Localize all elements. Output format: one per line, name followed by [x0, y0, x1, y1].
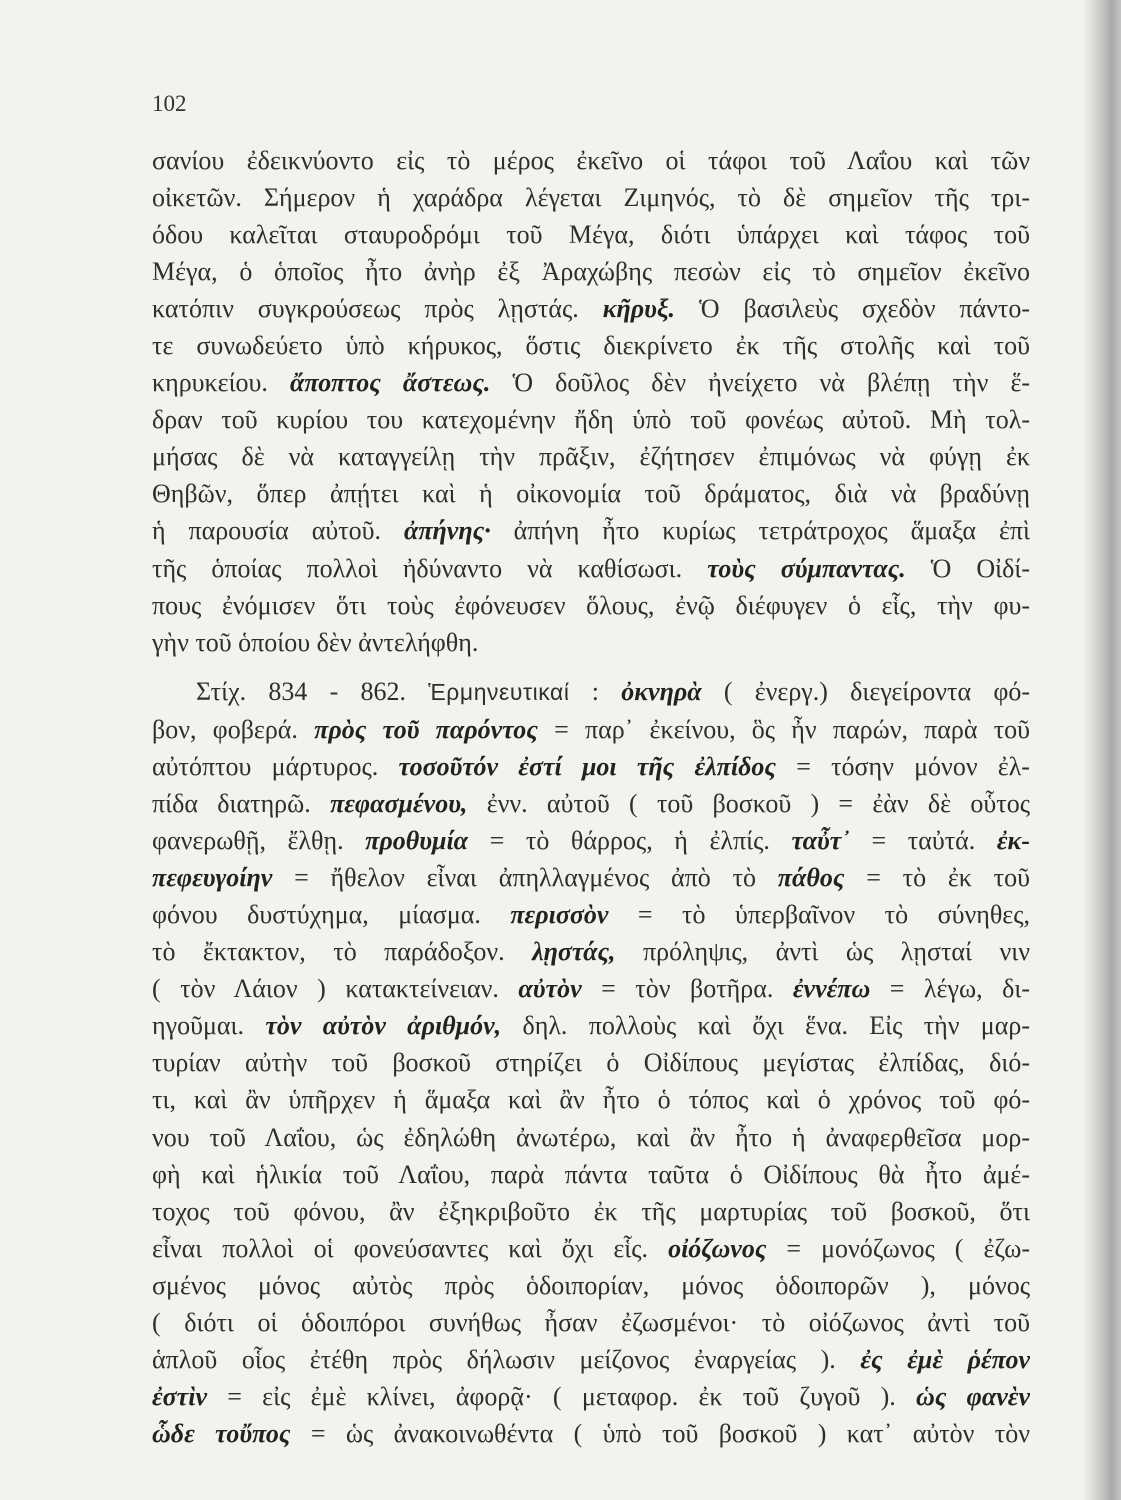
- body-text: δραν τοῦ κυρίου του κατεχομένην ἤδη ὑπὸ τοῦ φονέως αὐτοῦ. Μὴ τολ-: [152, 405, 1030, 435]
- text-line: [152, 1119, 1030, 1156]
- body-text: = ὡς ἀνακοινωθέντα ( ὑπὸ τοῦ βοσκοῦ ) κατ᾽ αὐτὸν τὸν: [290, 1419, 1030, 1449]
- lemma-term: τὸν αὐτὸν ἀριθμόν,: [265, 1011, 502, 1041]
- body-text: = μονόζωνος ( ἐζω-: [766, 1233, 1030, 1263]
- body-text: Στίχ. 834 - 862.: [196, 677, 429, 707]
- text-line: [152, 822, 1030, 859]
- body-text: :: [569, 677, 622, 707]
- text-line: [152, 401, 1030, 438]
- lemma-term: ἐς ἐμὲ ῥέπον: [860, 1345, 1030, 1375]
- text-line: [152, 933, 1030, 970]
- body-text: μήσας δὲ νὰ καταγγείλῃ τὴν πρᾶξιν, ἐζήτησεν ἐπιμόνως νὰ φύγῃ ἐκ: [152, 442, 1030, 472]
- body-text: = λέγω, δι-: [870, 974, 1030, 1004]
- body-text: κηρυκείου.: [152, 368, 291, 398]
- body-text: ( διότι οἱ ὁδοιπόροι συνήθως ἦσαν ἐζωσμένοι· τὸ οἰόζωνος ἀντὶ τοῦ: [152, 1308, 1030, 1337]
- body-text: πους ἐνόμισεν ὅτι τοὺς ἐφόνευσεν ὅλους, ἐνῷ διέφυγεν ὁ εἷς, τὴν φυ-: [152, 590, 1030, 620]
- page-edge-shadow: [1083, 0, 1121, 1500]
- text-line: [152, 1378, 1030, 1415]
- text-line: [152, 1193, 1030, 1230]
- lemma-term: ὧδε τοὔπος: [152, 1419, 291, 1449]
- text-line: [152, 475, 1030, 512]
- text-line: [152, 1230, 1030, 1267]
- lemma-term: προθυμία: [365, 825, 469, 855]
- body-text: φόνου δυστύχημα, μίασμα.: [152, 899, 511, 929]
- body-text: νου τοῦ Λαΐου, ὡς ἐδηλώθη ἀνωτέρω, καὶ ἂν ἦτο ἡ ἀναφερθεῖσα μορ-: [152, 1122, 1030, 1152]
- text-line: [152, 1415, 1030, 1452]
- text-line: [152, 1304, 1030, 1341]
- body-text: ἁπλοῦ οἷος ἐτέθη πρὸς δήλωσιν μείζονος ἐναργείας ).: [152, 1345, 861, 1375]
- body-text: ( ἐνεργ.) διεγείροντα φό-: [701, 677, 1030, 707]
- lemma-term: πεφευγοίην: [152, 862, 273, 892]
- body-text: = εἰς ἐμὲ κλίνει, ἀφορᾷ· ( μεταφορ. ἐκ τοῦ ζυγοῦ ).: [206, 1382, 917, 1412]
- body-text: όδου καλεῖται σταυροδρόμι τοῦ Μέγα, διότι ὑπάρχει καὶ τάφος τοῦ: [152, 219, 1030, 249]
- paragraph-2: [152, 673, 1030, 1452]
- text-line: [152, 1341, 1030, 1378]
- body-text: δηλ. πολλοὺς καὶ ὄχι ἕνα. Εἰς τὴν μαρ-: [501, 1011, 1030, 1041]
- body-text: τι, καὶ ἂν ὑπῆρχεν ἡ ἅμαξα καὶ ἂν ἦτο ὁ τόπος καὶ ὁ χρόνος τοῦ φό-: [152, 1085, 1030, 1115]
- lemma-term: ὡς φανὲν: [916, 1382, 1030, 1412]
- body-text: ἡ παρουσία αὐτοῦ.: [152, 516, 404, 546]
- body-text: πρόληψις, ἀντὶ ὡς λῃσταί νιν: [615, 937, 1030, 967]
- text-line: [152, 179, 1030, 216]
- body-text: = τόσην μόνον ἐλ-: [776, 751, 1030, 781]
- body-text: πίδα διατηρῶ.: [152, 788, 331, 818]
- body-text: ἀπήνη ἦτο κυρίως τετράτροχος ἅμαξα ἐπὶ: [490, 516, 1030, 546]
- lemma-term: τοσοῦτόν ἐστί μοι τῆς ἐλπίδος: [398, 751, 776, 781]
- text-line: [152, 550, 1030, 587]
- text-line: [152, 587, 1030, 624]
- body-text: φανερωθῇ, ἔλθῃ.: [152, 825, 366, 855]
- lemma-term: τοὺς σύμπαντας.: [707, 553, 906, 583]
- body-text: οἰκετῶν. Σήμερον ἡ χαράδρα λέγεται Ζιμηνός, τὸ δὲ σημεῖον τῆς τρι-: [152, 182, 1030, 212]
- body-text: Ὁ βασιλεὺς σχεδὸν πάντο-: [675, 293, 1030, 323]
- body-text: γὴν τοῦ ὁποίου δὲν ἀντελήφθη.: [152, 627, 479, 657]
- lemma-term: πρὸς τοῦ παρόντος: [314, 714, 538, 744]
- text-line: [152, 1044, 1030, 1081]
- text-line: [152, 748, 1030, 785]
- body-text: ηγοῦμαι.: [152, 1011, 266, 1041]
- lemma-term: ἐκ-: [996, 825, 1030, 855]
- body-text: τυρίαν αὐτὴν τοῦ βοσκοῦ στηρίζει ὁ Οἰδίπους μεγίστας ἐλπίδας, διό-: [152, 1048, 1030, 1078]
- text-line: [152, 1267, 1030, 1304]
- lemma-term: περισσὸν: [510, 899, 609, 929]
- body-text: τὸ ἔκτακτον, τὸ παράδοξον.: [152, 937, 533, 967]
- page-number: 102: [152, 91, 187, 116]
- text-line: [152, 216, 1030, 253]
- body-text: = παρ᾽ ἐκείνου, ὃς ἦν παρών, παρὰ τοῦ: [537, 714, 1030, 744]
- lemma-term: αὐτὸν: [518, 974, 582, 1004]
- body-text: = ταὐτά.: [849, 825, 997, 855]
- body-text: = τὸ θάρρος, ἡ ἐλπίς.: [468, 825, 792, 855]
- lemma-term: πάθος: [777, 862, 845, 892]
- text-line: [152, 1007, 1030, 1044]
- body-text: κατόπιν συγκρούσεως πρὸς λῃστάς.: [152, 293, 603, 323]
- text-line: [152, 1156, 1030, 1193]
- body-text: ( τὸν Λάιον ) κατακτείνειαν.: [152, 974, 519, 1004]
- body-text: Ὁ δοῦλος δὲν ἠνείχετο νὰ βλέπῃ τὴν ἕ-: [490, 368, 1030, 398]
- section-heading: Ἑρμηνευτικαί: [428, 679, 570, 706]
- body-text: τῆς ὁποίας πολλοὶ ἠδύναντο νὰ καθίσωσι.: [152, 553, 708, 583]
- body-text: βον, φοβερά.: [152, 714, 315, 744]
- text-line: [152, 1081, 1030, 1118]
- lemma-term: ὀκνηρὰ: [621, 677, 702, 707]
- body-text: σμένος μόνος αὐτὸς πρὸς ὁδοιπορίαν, μόνος ὁδοιπορῶν ), μόνος: [152, 1270, 1030, 1300]
- lemma-term: ταὖτ᾽: [791, 825, 850, 855]
- text-line: [152, 970, 1030, 1007]
- text-line: [152, 785, 1030, 822]
- lemma-term: ἐστὶν: [152, 1382, 207, 1412]
- body-text: = τὸ ἐκ τοῦ: [844, 862, 1030, 892]
- text-line: [152, 711, 1030, 748]
- paragraph-1: [152, 142, 1030, 661]
- body-text: φὴ καὶ ἡλικία τοῦ Λαΐου, παρὰ πάντα ταῦτα ὁ Οἰδίπους θὰ ἦτο ἀμέ-: [152, 1159, 1030, 1189]
- lemma-term: ἐννέπω: [792, 974, 871, 1004]
- body-text: ἐνν. αὐτοῦ ( τοῦ βοσκοῦ ) = ἐὰν δὲ οὗτος: [467, 788, 1030, 818]
- text-line: [152, 253, 1030, 290]
- text-line: [152, 142, 1030, 179]
- text-line: [152, 624, 1030, 661]
- text-line: [152, 290, 1030, 327]
- body-text: Ὁ Οἰδί-: [905, 553, 1030, 583]
- lemma-term: λῃστάς,: [532, 937, 616, 967]
- body-text: σανίου ἐδεικνύοντο εἰς τὸ μέρος ἐκεῖνο οἱ τάφοι τοῦ Λαΐου καὶ τῶν: [152, 145, 1030, 175]
- body-text: αὐτόπτου μάρτυρος.: [152, 751, 399, 781]
- body-text: = τὸ ὑπερβαῖνον τὸ σύνηθες,: [608, 899, 1030, 929]
- lemma-term: ἀπήνης·: [403, 516, 491, 546]
- text-line: [152, 896, 1030, 933]
- text-block: [152, 142, 1030, 1453]
- text-line: [152, 859, 1030, 896]
- lemma-term: πεφασμένου,: [330, 788, 468, 818]
- lemma-term: οἰόζωνος: [668, 1233, 767, 1263]
- text-line: [152, 673, 1030, 710]
- body-text: Μέγα, ὁ ὁποῖος ἦτο ἀνὴρ ἐξ Ἀραχώβης πεσὼν εἰς τὸ σημεῖον ἐκεῖνο: [152, 256, 1030, 286]
- text-line: [152, 364, 1030, 401]
- text-line: [152, 438, 1030, 475]
- body-text: Θηβῶν, ὅπερ ἀπῄτει καὶ ἡ οἰκονομία τοῦ δράματος, διὰ νὰ βραδύνῃ: [152, 479, 1030, 509]
- text-line: [152, 512, 1030, 549]
- lemma-term: κῆρυξ.: [602, 293, 676, 323]
- lemma-term: ἄποπτος ἄστεως.: [290, 368, 491, 398]
- body-text: = ἤθελον εἶναι ἀπηλλαγμένος ἀπὸ τὸ: [272, 862, 778, 892]
- body-text: τε συνωδεύετο ὑπὸ κήρυκος, ὅστις διεκρίνετο ἐκ τῆς στολῆς καὶ τοῦ: [152, 330, 1030, 360]
- body-text: = τὸν βοτῆρα.: [581, 974, 793, 1004]
- body-text: τοχος τοῦ φόνου, ἂν ἐξηκριβοῦτο ἐκ τῆς μαρτυρίας τοῦ βοσκοῦ, ὅτι: [152, 1196, 1030, 1226]
- text-line: [152, 327, 1030, 364]
- body-text: εἶναι πολλοὶ οἱ φονεύσαντες καὶ ὄχι εἷς.: [152, 1233, 669, 1263]
